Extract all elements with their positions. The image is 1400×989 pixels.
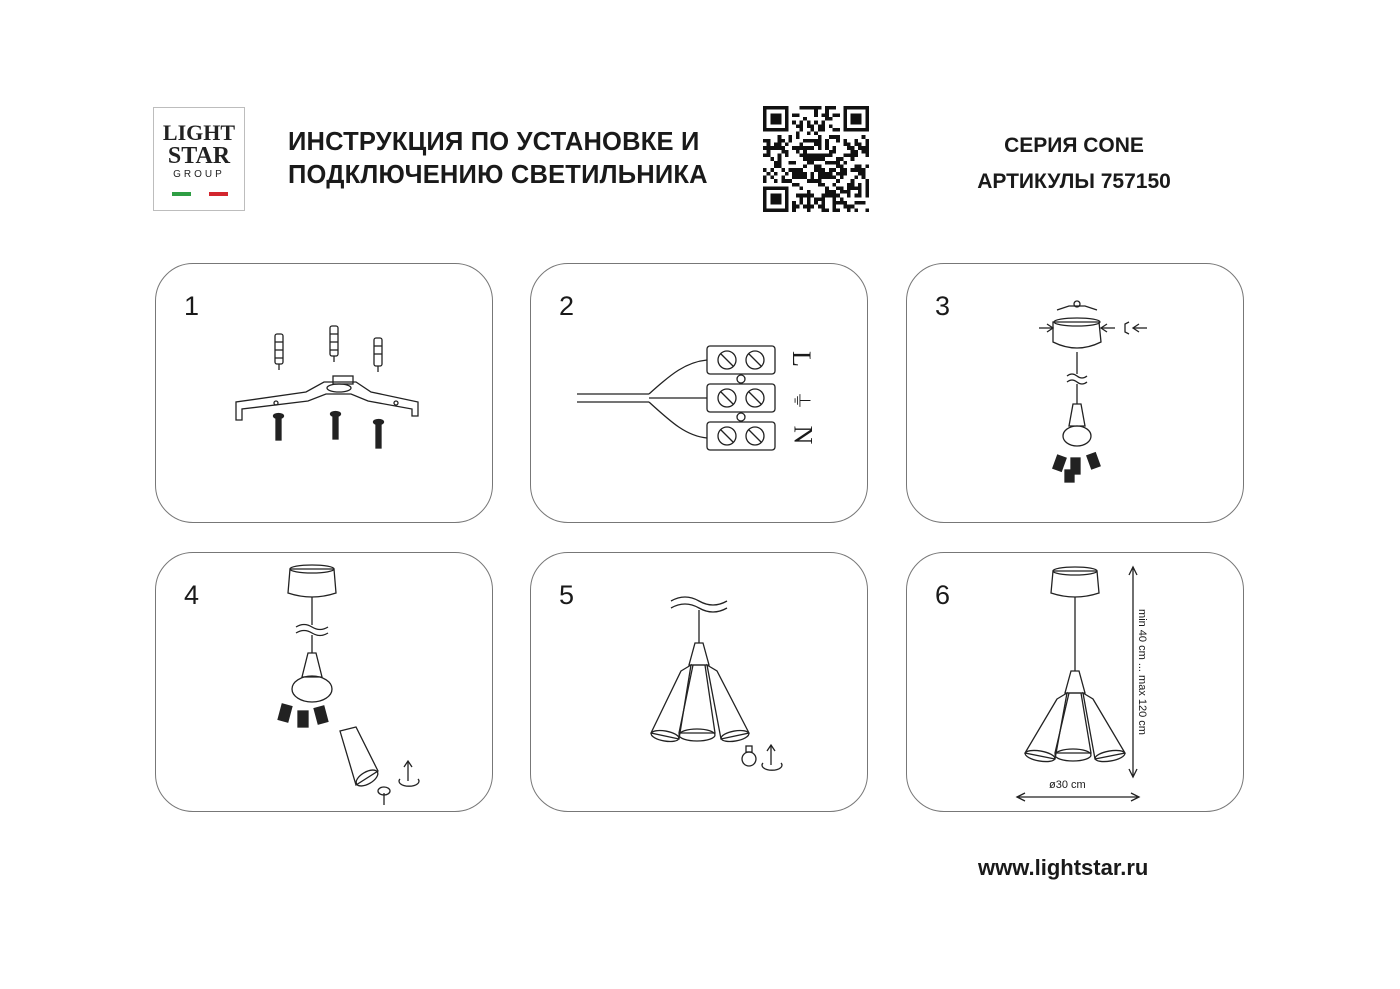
flag-red (209, 192, 228, 196)
terminal-label-n: N (788, 425, 818, 445)
bulb-installation-illustration (531, 553, 869, 813)
step-number: 3 (935, 291, 951, 321)
italian-flag-stripe (172, 192, 228, 196)
shade-icon (340, 727, 380, 789)
step-5-panel (530, 552, 868, 812)
mounting-bracket-illustration (156, 264, 494, 524)
light-bulb-icon (742, 746, 756, 766)
step-number: 5 (559, 580, 575, 610)
ring-icon (378, 787, 390, 805)
screw-icon (1125, 322, 1147, 334)
terminal-label-ground: ⏚ (789, 390, 812, 411)
brand-logo (153, 107, 245, 211)
ceiling-icon (671, 597, 727, 612)
arrow-icon (1039, 324, 1115, 332)
website-link[interactable]: www.lightstar.ru (978, 855, 1149, 880)
terminal-label-l: L (786, 351, 816, 367)
wiring-illustration (531, 264, 869, 524)
logo-text-group: GROUP (173, 169, 225, 180)
rotate-arrow-icon (762, 745, 782, 770)
qr-code (763, 106, 869, 212)
step-4-panel (155, 552, 493, 812)
lamp-body-icon (1063, 404, 1091, 446)
canopy-icon (1051, 567, 1099, 597)
step-number: 2 (559, 291, 575, 321)
diameter-label: ø30 cm (1049, 779, 1086, 791)
product-info (935, 128, 1213, 200)
cord-icon (296, 597, 328, 653)
shade-icon (1024, 693, 1125, 764)
terminal-block-icon (707, 346, 775, 450)
bracket-icon (236, 376, 418, 420)
socket-icon (1053, 453, 1100, 482)
installed-lamp-illustration (907, 553, 1245, 813)
cable-icon (577, 360, 707, 438)
bracket-icon (1057, 301, 1097, 310)
canopy-icon (288, 565, 336, 597)
shade-icon (650, 665, 749, 743)
canopy-mounting-illustration (907, 264, 1245, 524)
lamp-body-icon (1065, 671, 1085, 693)
flag-white (191, 192, 210, 196)
logo-text-star: STAR (167, 143, 231, 169)
canopy-icon (1053, 318, 1101, 348)
wall-plug-icon (374, 338, 382, 372)
step-number: 1 (184, 291, 200, 321)
rotate-arrow-icon (399, 761, 419, 786)
diameter-dimension-line (1017, 793, 1139, 801)
cord-icon (1067, 352, 1087, 404)
lamp-body-icon (292, 653, 332, 702)
step-1-panel (155, 263, 493, 523)
lamp-body-icon (689, 643, 709, 665)
wall-plug-icon (275, 334, 283, 370)
document-title (288, 126, 708, 192)
step-number: 6 (935, 580, 951, 610)
logo-text-light: LIGHT (162, 120, 236, 145)
article-label: АРТИКУЛЫ 757150 (977, 170, 1171, 193)
wall-plug-icon (330, 326, 338, 362)
title-line-2: ПОДКЛЮЧЕНИЮ СВЕТИЛЬНИКА (288, 161, 708, 189)
flag-green (172, 192, 191, 196)
step-number: 4 (184, 580, 200, 610)
socket-icon (278, 704, 328, 727)
height-range-label: min 40 cm ... max 120 cm (1136, 609, 1148, 735)
shade-installation-illustration (156, 553, 494, 813)
series-label: СЕРИЯ CONE (1004, 134, 1144, 157)
step-3-panel (906, 263, 1244, 523)
step-6-panel (906, 552, 1244, 812)
title-line-1: ИНСТРУКЦИЯ ПО УСТАНОВКЕ И (288, 128, 700, 156)
step-2-panel (530, 263, 868, 523)
screw-icon (274, 412, 384, 449)
